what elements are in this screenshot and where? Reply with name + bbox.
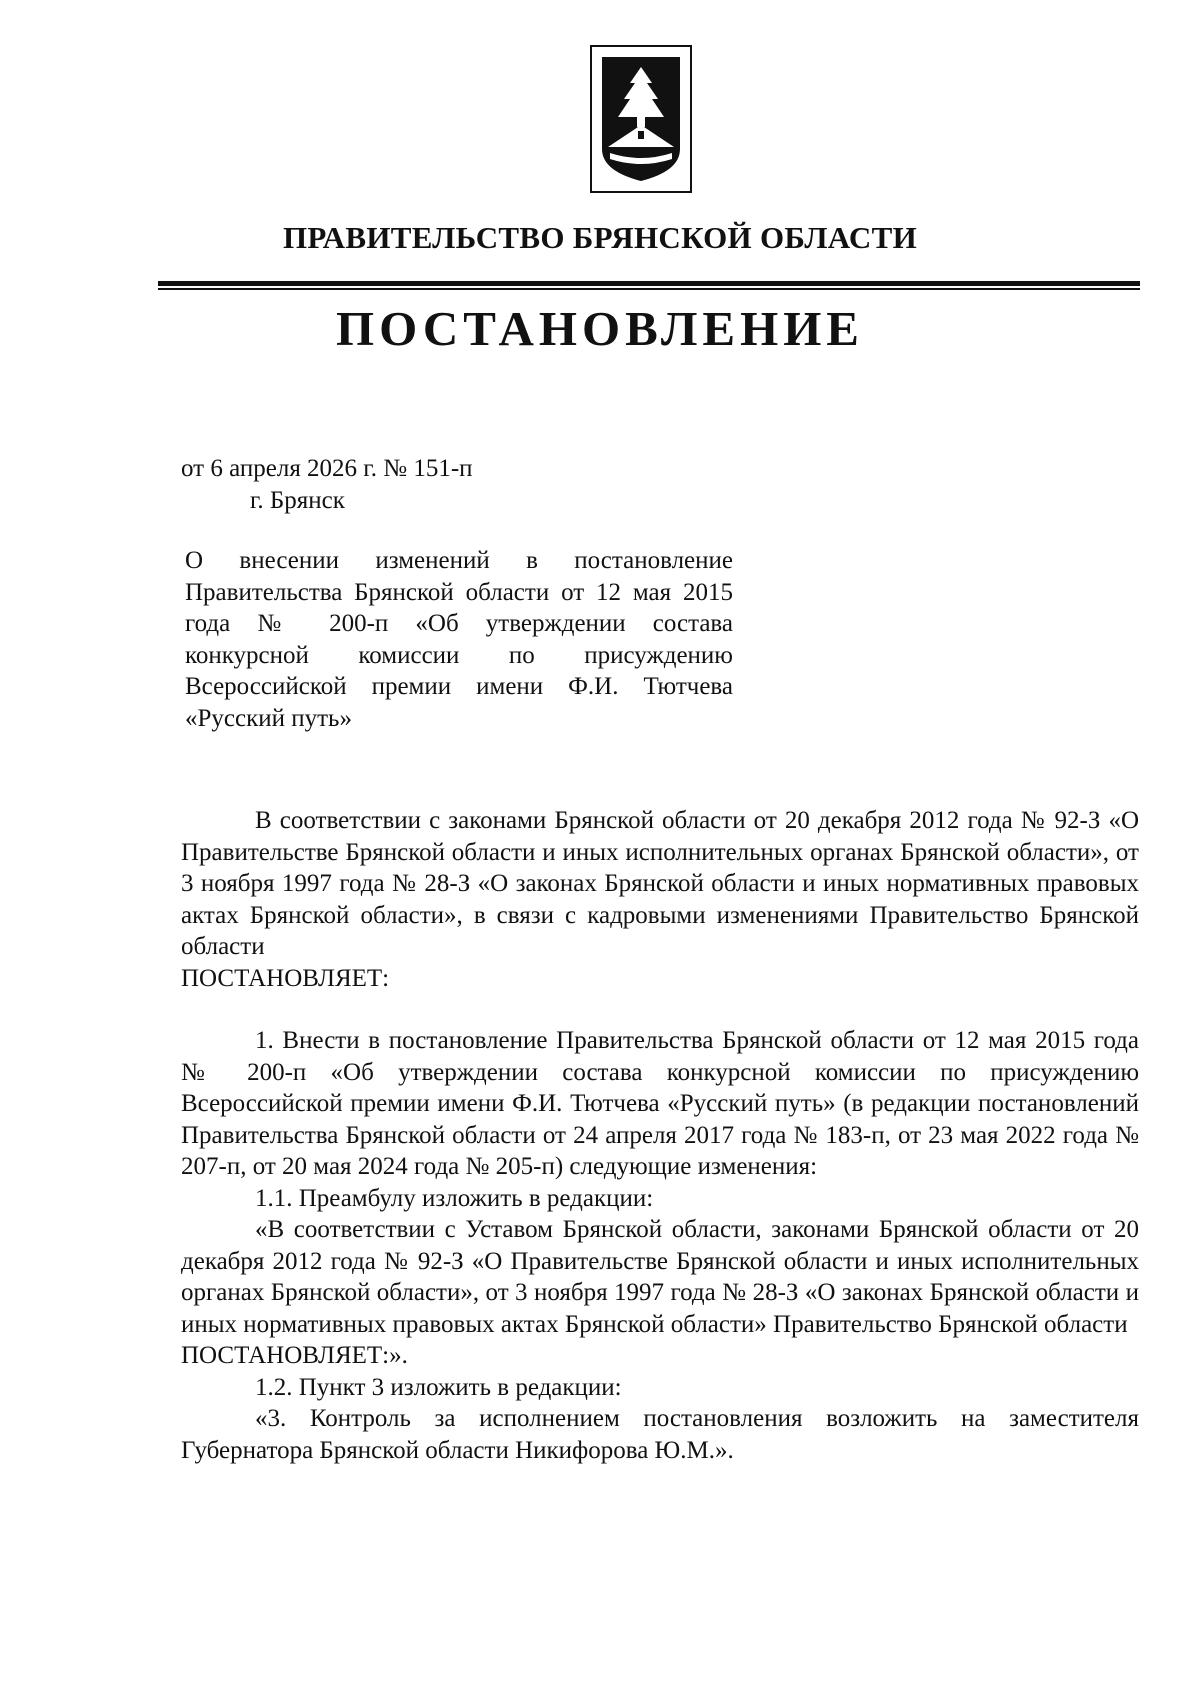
document-type: ПОСТАНОВЛЕНИЕ xyxy=(336,301,864,356)
document-subject: О внесении изменений в постановление Правительства Брянской области от 12 мая 2015 года № 200-п «Об утверждении состава конкурсной комиссии по присуждению Всероссийской премии имени Ф.И. Тютчева «Русский путь» xyxy=(185,547,733,732)
item-1-1-text: «В соответствии с Уставом Брянской области, законами Брянской области от 20 декабря 2012 года № 92-З «О Правительстве Брянской области и иных исполнительных органах Брянской области», от 3 ноября 1997 года № 28-З «О законах Брянской области и иных нормативных правовых актах Брянской области» Правительство Брянской области xyxy=(181,1216,1139,1338)
document-city: г. Брянск xyxy=(250,487,345,514)
preamble-paragraph: В соответствии с законами Брянской области от 20 декабря 2012 года № 92-З «О Правительстве Брянской области и иных исполнительных органах Брянской области», от 3 ноября 1997 года № 28-З «О законах Брянской области и иных нормативных правовых актах Брянской области», в связи с кадровыми изменениями Правительство Брянской области xyxy=(181,807,1139,960)
item-1: 1. Внести в постановление Правительства Брянской области от 12 мая 2015 года № 200-п «Об утверждении состава конкурсной комиссии по присуждению Всероссийской премии имени Ф.И. Тютчева «Русский путь» (в редакции постановлений Правительства Брянской области от 24 апреля 2017 года № 183-п, от 23 мая 2022 года № 207-п, от 20 мая 2024 года № 205-п) следующие изменения: xyxy=(181,1027,1139,1180)
resolves-line: ПОСТАНОВЛЯЕТ: xyxy=(181,964,390,992)
header-divider-thick xyxy=(158,281,1140,286)
paragraph-gap xyxy=(181,994,1139,1025)
organization-title: ПРАВИТЕЛЬСТВО БРЯНСКОЙ ОБЛАСТИ xyxy=(282,220,918,255)
header-divider-thin xyxy=(158,288,1140,290)
item-1-2-text: «3. Контроль за исполнением постановления возложить на заместителя Губернатора Брянской области Никифорова Ю.М.». xyxy=(181,1405,1139,1464)
item-1-2: 1.2. Пункт 3 изложить в редакции: xyxy=(255,1373,622,1401)
item-1-1-resolves: ПОСТАНОВЛЯЕТ:». xyxy=(181,1342,408,1369)
document-body xyxy=(181,805,1139,1466)
coat-of-arms-icon xyxy=(590,45,692,193)
item-1-1: 1.1. Преамбулу изложить в редакции: xyxy=(255,1184,654,1212)
document-date-number: от 6 апреля 2026 г. № 151-п xyxy=(181,455,473,482)
